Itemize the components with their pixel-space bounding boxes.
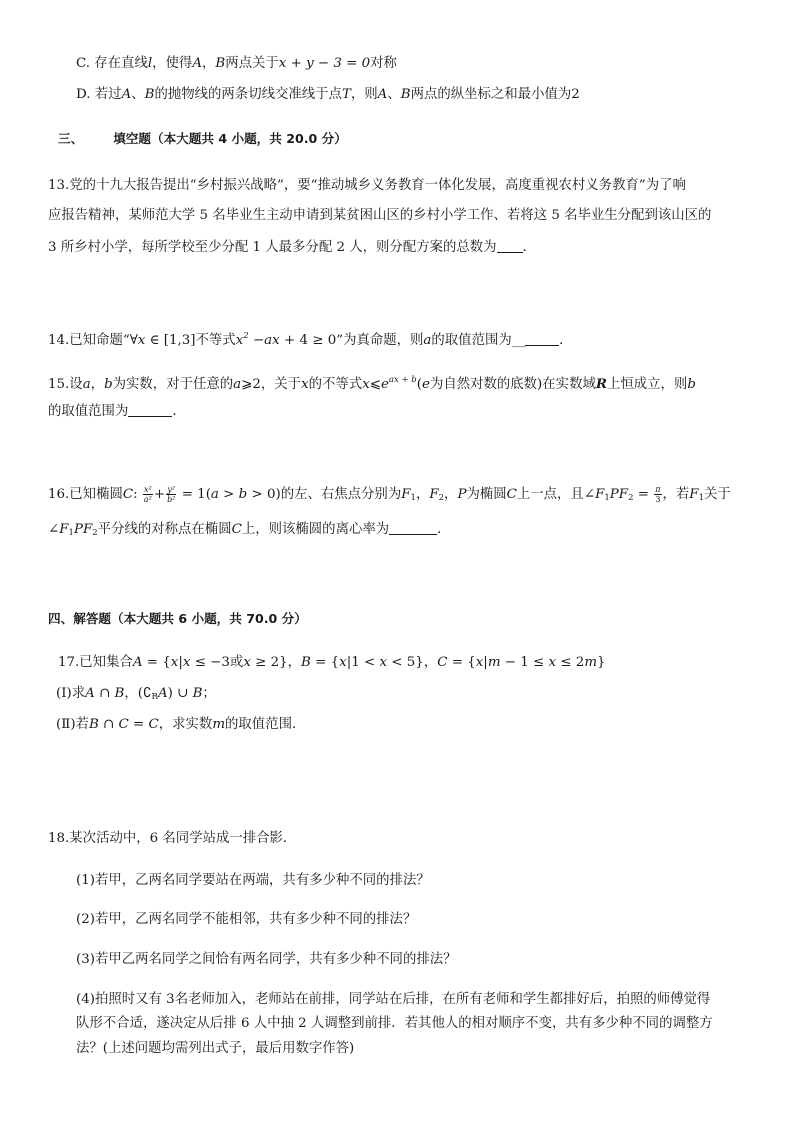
section-3-heading: 三、 填空题（本大题共 4 小题，共 20.0 分）	[58, 131, 347, 146]
q13-line-2: 应报告精神，某师范大学 5 名毕业生主动申请到某贫困山区的乡村小学工作、若将这 5 名毕业生分配到该山区的	[48, 208, 712, 223]
q13-line-1: 13.党的十九大报告提出“乡村振兴战略”，要“推动城乡义务教育一体化发展，高度重视农村义务教育”为了响	[48, 178, 686, 193]
q17-part-1: (Ⅰ)求A ∩ B，$(∁_RA)$ ∪ B；	[56, 686, 216, 702]
q17-stem: 17.已知集合A = {x|x ≤ −3或x ≥ 2}，B = {x|1 < x < 5}，C = {x|m − 1 ≤ x ≤ 2m}	[58, 655, 606, 670]
q14: 14.已知命题“∀x ∈ [1,3]不等式$x^2 -ax + 4 \ge 0$”为真命题，则a的取值范围为__ ．	[48, 331, 573, 348]
q18-part-3: (3)若甲乙两名同学之间恰有两名同学，共有多少种不同的排法？	[76, 952, 457, 967]
q15-line-1: 15.设a，b为实数，对于任意的a⩾2，关于x的不等式$x⩽e^{ax + b}(e$为自然对数的底数)在实数域R上恒成立，则b	[48, 375, 696, 392]
q18-part-4-line-3: 法？(上述问题均需列出式子，最后用数字作答)	[76, 1041, 355, 1056]
q17-part-2: (Ⅱ)若B ∩ C = C，求实数m的取值范围．	[56, 717, 306, 732]
q18-part-4-line-2: 队形不合适，遂决定从后排 6 人中抽 2 人调整到前排．若其他人的相对顺序不变，共有多少种不同的调整方	[76, 1016, 713, 1031]
option-c: C. 存在直线l，使得A，B两点关于x + y − 3 = 0对称	[76, 56, 397, 71]
fraction-x2-a2: $\frac{\text{x²}}{\text{a²}}$	[143, 485, 152, 504]
answer-blank[interactable]	[525, 332, 559, 346]
answer-blank[interactable]	[128, 403, 172, 417]
answer-blank[interactable]	[497, 239, 523, 253]
answer-blank[interactable]	[389, 521, 437, 535]
q16-line-2: $\angle F_1PF_2$平分线的对称点在椭圆C上，则该椭圆的离心率为 ．	[48, 522, 451, 538]
q18-part-2: (2)若甲，乙两名同学不能相邻，共有多少种不同的排法？	[76, 912, 417, 927]
q18-part-4-line-1: (4)拍照时又有 3名老师加入，老师站在前排，同学站在后排，在所有老师和学生都排好后，拍照的师傅觉得	[76, 992, 711, 1007]
section-4-heading: 四、解答题（本大题共 6 小题，共 70.0 分）	[48, 611, 307, 626]
line-equation: x + y − 3 = 0	[278, 56, 371, 71]
q18-intro: 18.某次活动中，6 名同学站成一排合影．	[48, 831, 297, 846]
q18-part-1: (1)若甲，乙两名同学要站在两端，共有多少种不同的排法？	[76, 873, 430, 888]
option-d: D. 若过A、B的抛物线的两条切线交准线于点T，则A、B两点的纵坐标之和最小值为2	[76, 87, 580, 102]
fraction-pi-3: $\frac{\pi}{3}$	[655, 485, 661, 504]
q15-line-2: 的取值范围为 ．	[48, 404, 186, 419]
q16-line-1: 16.已知椭圆C: $\frac{\text{x²}}{\text{a²}}$ + $\frac{\text{y²}}{\text{b²}}$ = 1(a > b > 0)的左、右焦点分别为$F_1$，$F_2$，P为椭圆C上一点，且$\angle F_1PF_2$ = $\frac{\pi}{3}$ ，若$F_1$关于	[48, 485, 731, 504]
q13-line-3: 3 所乡村小学，每所学校至少分配 1 人最多分配 2 人，则分配方案的总数为 ．	[48, 240, 536, 255]
fraction-y2-b2: $\frac{\text{y²}}{\text{b²}}$	[167, 485, 176, 504]
